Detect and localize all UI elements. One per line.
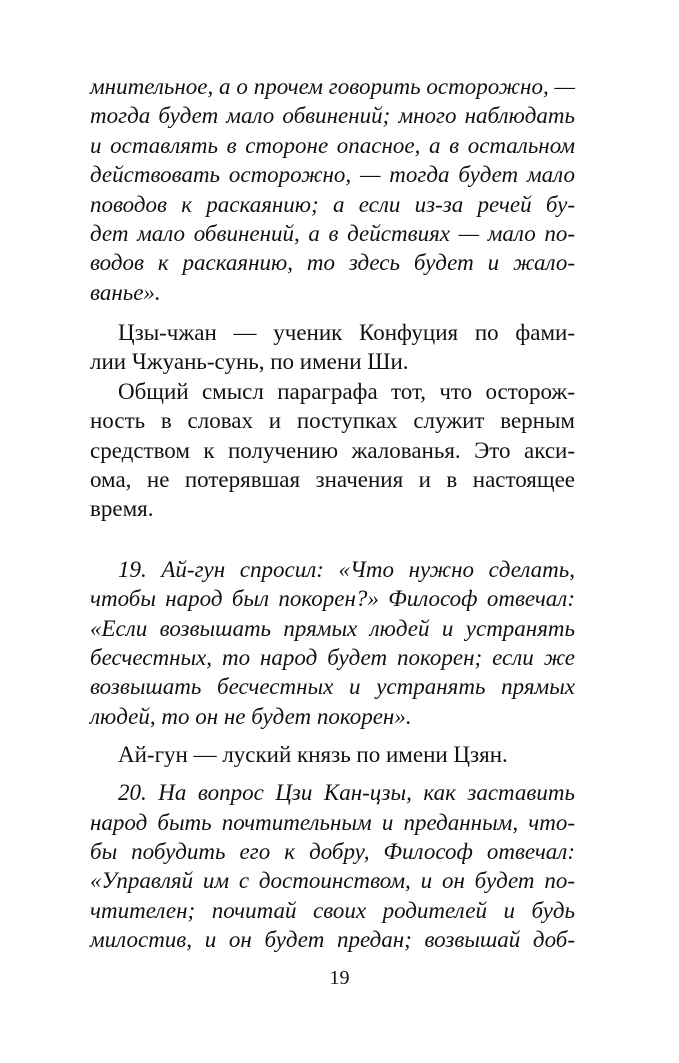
text-line: бы побудить его к добру, Философ отвечал: — [90, 838, 575, 864]
text-line: «Управляй им с достоинством, и он будет по- — [90, 868, 575, 894]
text-line: ванье». — [90, 279, 161, 305]
text-line: Цзы-чжан — ученик Конфуция по фами- — [118, 320, 575, 345]
text-line: бесчестных, то народ будет покорен; если же — [90, 644, 575, 670]
text-line: поводов к раскаянию; а если из-за речей бу- — [90, 191, 575, 217]
text-line: 20. На вопрос Цзи Кан-цзы, как заставить — [118, 780, 575, 806]
text-line: 19. Ай-гун спросил: «Что нужно сделать, — [118, 556, 575, 582]
text-line: «Если возвышать прямых людей и устранять — [90, 615, 575, 641]
text-line: средством к получению жалованья. Это акси- — [90, 437, 575, 463]
text-line: тогда будет мало обвинений; много наблюдать — [90, 103, 575, 129]
text-line: и оставлять в стороне опасное, а в остальном — [90, 132, 575, 158]
text-line: чтобы народ был покорен?» Философ отвечал: — [90, 586, 575, 612]
text-line: дет мало обвинений, а в действиях — мало по- — [90, 220, 575, 246]
page-number: 19 — [329, 967, 350, 989]
text-line: лии Чжуань-сунь, по имени Ши. — [90, 349, 409, 375]
text-line: людей, то он не будет покорен». — [90, 703, 412, 729]
text-line: действовать осторожно, — тогда будет мало — [90, 162, 575, 188]
text-line: Общий смысл параграфа тот, что осторож- — [118, 378, 575, 404]
text-line: ома, не потерявшая значения и в настоящее — [90, 466, 575, 492]
text-line: водов к раскаянию, то здесь будет и жало- — [90, 250, 575, 276]
text-line: чтителен; почитай своих родителей и будь — [90, 897, 575, 923]
text-line: возвышать бесчестных и устранять прямых — [90, 674, 575, 700]
text-line: время. — [90, 496, 154, 522]
text-line: Ай-гун — луский князь по имени Цзян. — [118, 741, 508, 767]
text-line: ность в словах и поступках служит верным — [90, 408, 575, 434]
text-line: народ быть почтительным и преданным, что- — [90, 809, 575, 835]
text-line: милостив, и он будет предан; возвышай доб- — [90, 927, 575, 952]
text-line: мнительное, а о прочем говорить осторожно, — — [90, 74, 575, 99]
